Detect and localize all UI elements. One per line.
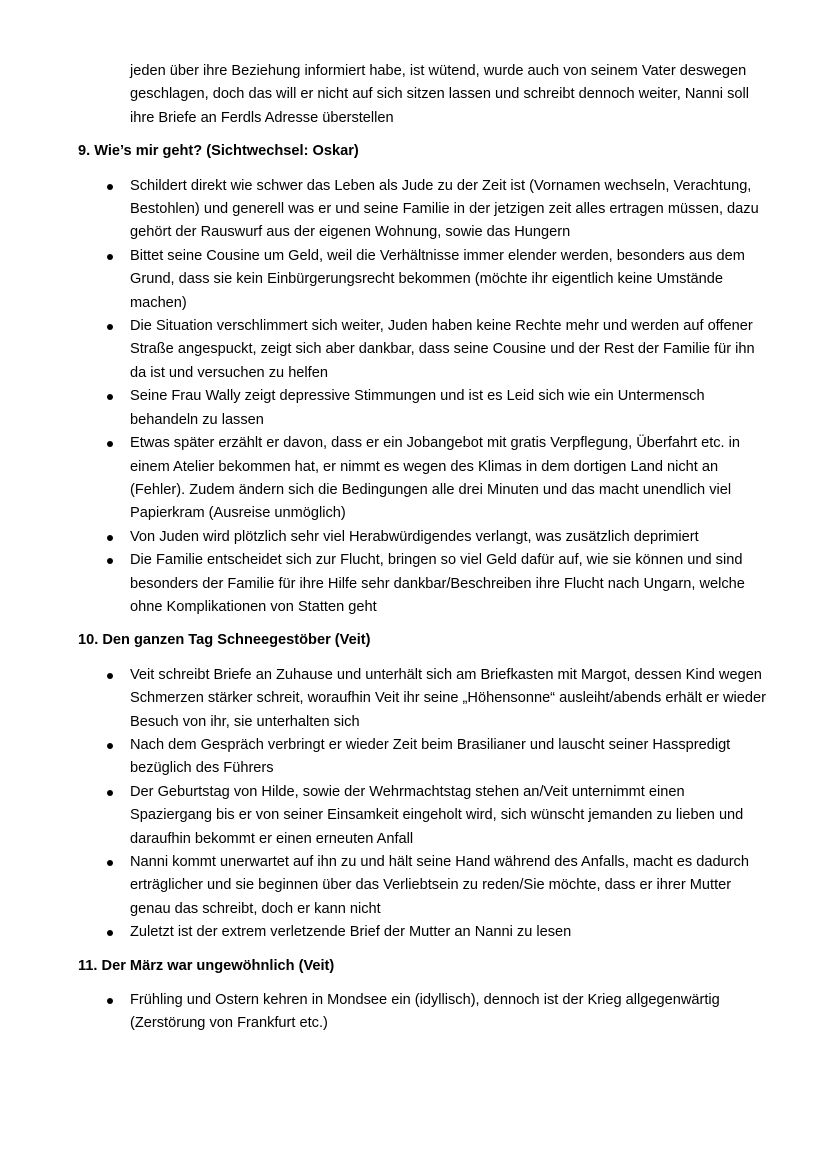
bullet-dot-icon — [107, 998, 113, 1004]
bullet-dot-icon — [107, 254, 113, 260]
list-item-text: Schildert direkt wie schwer das Leben als Jude zu der Zeit ist (Vornamen wechseln, Verachtung, Bestohlen) und generell was er und seine Familie in der jetzigen zeit alles ertragen müssen, dazu gehört der Rauswurf aus der eigenen Wohnung, sowie das Hungern — [130, 177, 759, 241]
section-11 — [78, 955, 768, 1036]
list-item — [130, 664, 768, 734]
section-9 — [78, 140, 768, 619]
intro-paragraph: jeden über ihre Beziehung informiert habe, ist wütend, wurde auch von seinem Vater deswegen geschlagen, doch das will er nicht auf sich sitzen lassen und schreibt dennoch weiter, Nanni soll ihre Briefe an Ferdls Adresse überstellen — [130, 63, 749, 126]
bullet-dot-icon — [107, 324, 113, 330]
section-heading: 9. Wie’s mir geht? (Sichtwechsel: Oskar) — [78, 143, 359, 160]
list-item — [130, 851, 768, 921]
list-item-text: Von Juden wird plötzlich sehr viel Herabwürdigendes verlangt, was zusätzlich deprimiert — [130, 528, 699, 545]
bullet-dot-icon — [107, 673, 113, 679]
bullet-dot-icon — [107, 930, 113, 936]
bullet-list — [78, 664, 768, 945]
bullet-list — [78, 989, 768, 1036]
list-item-text: Zuletzt ist der extrem verletzende Brief der Mutter an Nanni zu lesen — [130, 924, 572, 941]
section-10 — [78, 629, 768, 944]
list-item — [130, 549, 768, 619]
list-item — [130, 781, 768, 851]
list-item — [130, 734, 768, 781]
list-item-text: Die Situation verschlimmert sich weiter, Juden haben keine Rechte mehr und werden auf offener Straße angespuckt, zeigt sich aber dankbar, dass seine Cousine und der Rest der Familie für ihn da ist und versuchen zu helfen — [130, 318, 755, 381]
list-item — [130, 245, 768, 315]
list-item — [130, 315, 768, 385]
list-item-text: Nanni kommt unerwartet auf ihn zu und hält seine Hand während des Anfalls, macht es dadurch erträglicher und sie beginnen über das Verliebtsein zu reden/Sie möchte, dass er ihrer Mutter genau das schreibt, doch er kann nicht — [130, 854, 749, 917]
list-item-text: Frühling und Ostern kehren in Mondsee ein (idyllisch), dennoch ist der Krieg allgegenwärtig (Zerstörung von Frankfurt etc.) — [130, 992, 720, 1032]
list-item-text: Etwas später erzählt er davon, dass er ein Jobangebot mit gratis Verpflegung, Überfahrt etc. in einem Atelier bekommen hat, er nimmt es wegen des Klimas in dem dortigen Land nicht an (Fehler). Zudem ändern sich die Bedingungen alle drei Minuten und das macht unendlich viel Papierkram (Ausreise unmöglich) — [130, 435, 741, 522]
bullet-list — [78, 175, 768, 620]
bullet-dot-icon — [107, 535, 113, 541]
list-item-text: Seine Frau Wally zeigt depressive Stimmungen und ist es Leid sich wie ein Untermensch behandeln zu lassen — [130, 388, 705, 428]
list-item-text: Nach dem Gespräch verbringt er wieder Zeit beim Brasilianer und lauscht seiner Hasspredigt bezüglich des Führers — [130, 736, 731, 777]
bullet-dot-icon — [107, 743, 113, 749]
bullet-dot-icon — [107, 558, 113, 564]
bullet-dot-icon — [107, 184, 113, 190]
list-item — [130, 526, 768, 549]
list-item — [130, 921, 768, 944]
section-heading: 10. Den ganzen Tag Schneegestöber (Veit) — [78, 632, 371, 649]
bullet-dot-icon — [107, 441, 113, 447]
list-item — [130, 432, 768, 526]
section-heading: 11. Der März war ungewöhnlich (Veit) — [78, 957, 335, 974]
list-item — [130, 175, 768, 245]
bullet-dot-icon — [107, 860, 113, 866]
list-item — [130, 989, 768, 1036]
list-item — [130, 385, 768, 432]
bullet-dot-icon — [107, 790, 113, 796]
bullet-dot-icon — [107, 394, 113, 400]
list-item-text: Veit schreibt Briefe an Zuhause und unterhält sich am Briefkasten mit Margot, dessen Kind wegen Schmerzen stärker schreit, woraufhin Veit ihr seine „Höhensonne“ ausleiht/abends erhält er wieder Besuch von ihr, sie unterhalten sich — [130, 666, 766, 730]
list-item-text: Der Geburtstag von Hilde, sowie der Wehrmachtstag stehen an/Veit unternimmt einen Spaziergang bis er von seiner Einsamkeit eingeholt wird, sich wünscht jemanden zu lieben und daraufhin bekommt er einen erneuten Anfall — [130, 783, 744, 847]
list-item-text: Bittet seine Cousine um Geld, weil die Verhältnisse immer elender werden, besonders aus dem Grund, dass sie kein Einbürgerungsrecht bekommen (möchte ihr eigentlich keine Umstände machen) — [130, 247, 745, 311]
list-item-text: Die Familie entscheidet sich zur Flucht, bringen so viel Geld dafür auf, wie sie können und sind besonders der Familie für ihre Hilfe sehr dankbar/Beschreiben ihre Flucht nach Ungarn, welche ohne Komplikationen von Statten geht — [130, 552, 745, 615]
